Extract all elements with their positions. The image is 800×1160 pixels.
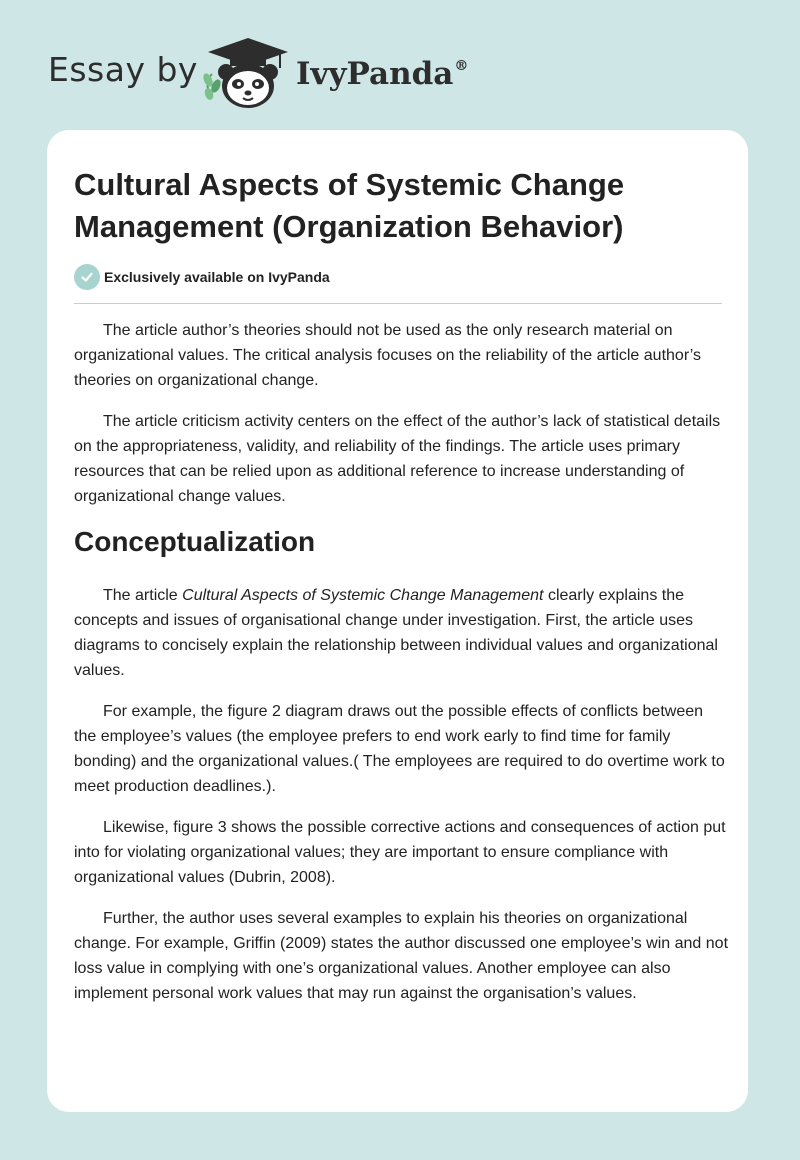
cited-article-title: Cultural Aspects of Systemic Change Management [182, 587, 544, 604]
section-heading: Conceptualization [74, 526, 316, 557]
paragraph: The article criticism activity centers on the effect of the author’s lack of statistical details on the appropriateness, validity, and reliability of the findings. The article uses primary resources that can be relied upon as additional reference to increase understanding of organizational change values. [74, 413, 721, 505]
brand-name[interactable] [296, 56, 468, 92]
paragraph-text: clearly explains the concepts and issues of organisational change under investigation. First, the article uses diagrams to concisely explain the relationship between individual values and organizational values. [74, 587, 718, 679]
essay-body [74, 318, 728, 1022]
paragraph: Further, the author uses several examples to explain his theories on organizational change. For example, Griffin (2009) states the author discussed one employee’s win and not loss value in complying with one’s organizational values. Another employee can also implement personal work values that may run against the organisation’s values. [74, 910, 729, 1002]
paragraph: Likewise, figure 3 shows the possible corrective actions and consequences of action put into for violating organizational values; they are important to ensure compliance with organizational values (Dubrin, 2008). [74, 819, 726, 886]
registered-mark: ® [454, 58, 469, 74]
brand-text: IvyPanda [296, 56, 454, 92]
paragraph: The article author’s theories should not be used as the only research material on organizational values. The critical analysis focuses on the reliability of the article author’s theories on organizational change. [74, 322, 701, 389]
paragraph-text: The article [103, 587, 183, 604]
panda-logo-icon[interactable] [200, 34, 296, 110]
paragraph: For example, the figure 2 diagram draws out the possible effects of conflicts between the employee’s values (the employee prefers to end work early to find time for family bonding) and the organizational values.( The employees are required to do overtime work to meet production deadlines.). [74, 703, 725, 795]
badge-label: Exclusively available on IvyPanda [104, 269, 330, 285]
site-header [0, 0, 800, 130]
essay-card [47, 130, 748, 1112]
paragraph [74, 583, 728, 683]
exclusive-badge [74, 264, 330, 290]
essay-title: Cultural Aspects of Systemic Change Management (Organization Behavior) [74, 167, 625, 244]
divider [74, 303, 722, 304]
essay-by-label: Essay by [48, 50, 198, 89]
check-circle-icon [74, 264, 100, 290]
